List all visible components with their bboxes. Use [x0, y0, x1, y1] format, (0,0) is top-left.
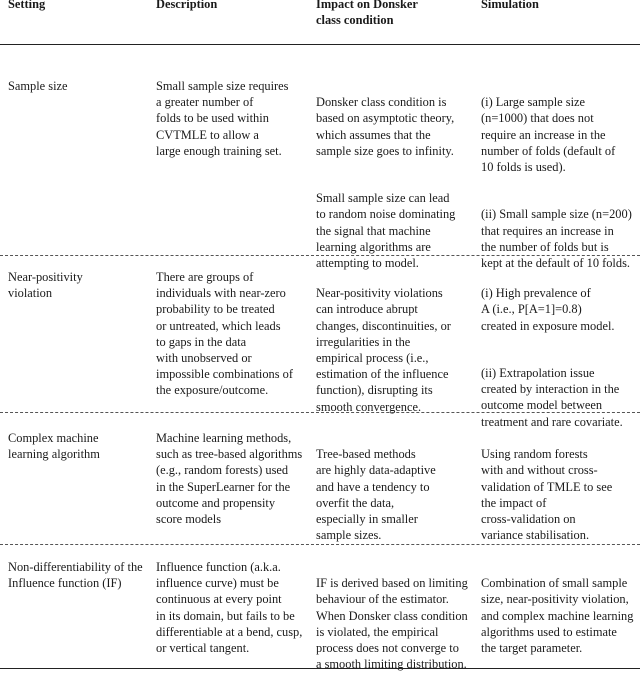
- simulation-paragraph: (i) High prevalence of A (i.e., P[A=1]=0.8) created in exposure model.: [481, 286, 615, 333]
- row-complex-ml-simulation: [481, 430, 636, 560]
- header-simulation: Simulation: [481, 0, 539, 11]
- row-divider: [0, 255, 640, 256]
- impact-paragraph: IF is derived based on limiting behaviour of the estimator. When Donsker class condition is violated, the empirical process does not converge to a smooth limiting distribution.: [316, 576, 468, 672]
- row-complex-ml-setting: Complex machine learning algorithm: [8, 431, 100, 462]
- simulation-paragraph: (i) Large sample size (n=1000) that does not require an increase in the number of folds (default of 10 folds is used).: [481, 95, 616, 175]
- row-divider: [0, 412, 640, 413]
- impact-paragraph: Near-positivity violations can introduce abrupt changes, discontinuities, or irregularities in the empirical process (i.e., estimation of the influence function), disrupting its smooth convergence.: [316, 286, 451, 414]
- impact-paragraph: Small sample size can lead to random noise dominating the signal that machine learning algorithms are attempting to model.: [316, 191, 456, 271]
- impact-paragraph: Donsker class condition is based on asymptotic theory, which assumes that the sample size goes to infinity.: [316, 95, 455, 158]
- row-near-positivity-description: There are groups of individuals with near-zero probability to be treated or untreated, which leads to gaps in the data with unobserved or impossible combinations of the exposure/outcome.: [156, 270, 293, 398]
- row-complex-ml-description: Machine learning methods, such as tree-based algorithms (e.g., random forests) used in the SuperLearner for the outcome and propensity score models: [156, 431, 303, 527]
- simulation-paragraph: (ii) Extrapolation issue created by interaction in the outcome model between treatment and rare covariate.: [481, 366, 623, 429]
- header-impact: Impact on Donsker class condition: [316, 0, 418, 28]
- impact-paragraph: Tree-based methods are highly data-adaptive and have a tendency to overfit the data, especially in smaller sample sizes.: [316, 447, 436, 543]
- header-description: Description: [156, 0, 218, 11]
- simulation-paragraph: Using random forests with and without cross- validation of TMLE to see the impact of cross-validation on variance stabilisation.: [481, 447, 613, 543]
- row-near-positivity-setting: Near-positivity violation: [8, 270, 83, 301]
- row-non-differentiability-description: Influence function (a.k.a. influence curve) must be continuous at every point in its domain, but fails to be differentiable at a bend, cusp, or vertical tangent.: [156, 560, 303, 656]
- row-near-positivity-impact: [316, 269, 476, 431]
- simulation-paragraph: Combination of small sample size, near-positivity violation, and complex machine learning algorithms used to estimate the target parameter.: [481, 576, 634, 656]
- header-rule: [0, 44, 640, 45]
- row-sample-size-simulation: [481, 78, 636, 287]
- row-complex-ml-impact: [316, 430, 476, 560]
- row-sample-size-impact: [316, 78, 476, 287]
- row-non-differentiability-simulation: [481, 559, 636, 672]
- bottom-rule: [0, 668, 640, 669]
- row-sample-size-description: Small sample size requires a greater number of folds to be used within CVTMLE to allow a large enough training set.: [156, 79, 289, 158]
- row-near-positivity-simulation: [481, 269, 636, 446]
- row-sample-size-setting: Sample size: [8, 79, 68, 93]
- row-non-differentiability-setting: Non-differentiability of the Influence function (IF): [8, 560, 143, 591]
- header-setting: Setting: [8, 0, 46, 11]
- simulation-paragraph: (ii) Small sample size (n=200) that requires an increase in the number of folds but is kept at the default of 10 folds.: [481, 207, 632, 271]
- row-non-differentiability-impact: [316, 559, 476, 689]
- row-divider: [0, 544, 640, 545]
